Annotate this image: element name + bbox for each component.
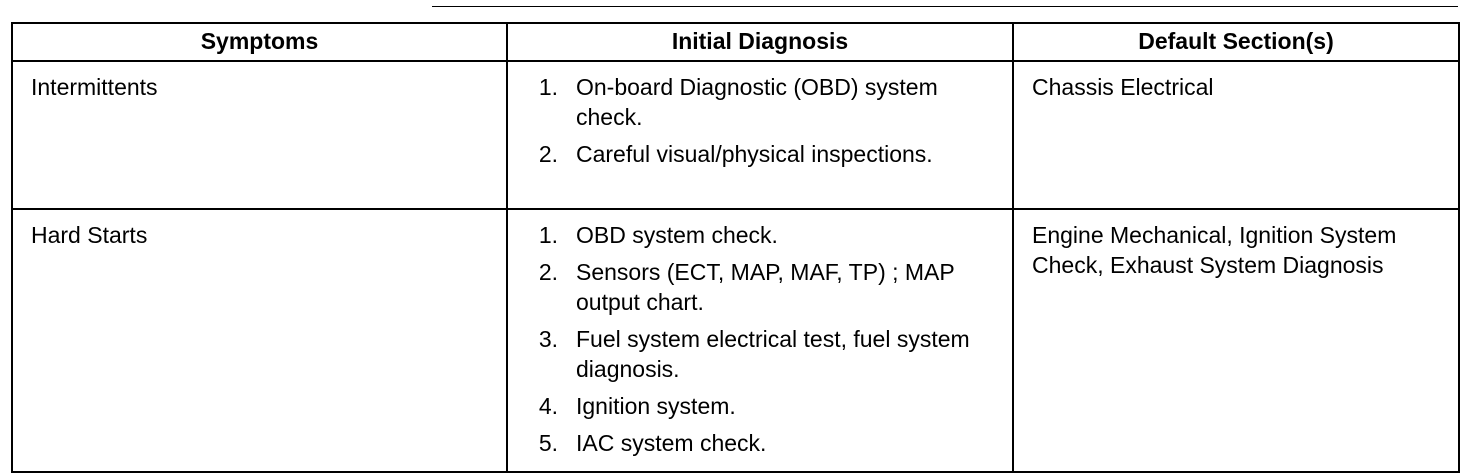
step-text: Careful visual/physical inspections. xyxy=(576,141,933,167)
diagnosis-step xyxy=(526,139,994,169)
step-text: Fuel system electrical test, fuel system diagnosis. xyxy=(576,326,970,382)
symptom-cell: Hard Starts xyxy=(12,209,507,472)
step-number: 5. xyxy=(538,430,558,456)
diagnosis-step xyxy=(526,428,994,458)
diagnosis-step xyxy=(526,391,994,421)
step-number: 4. xyxy=(538,393,558,419)
top-divider-line xyxy=(432,6,1458,7)
default-section-cell: Chassis Electrical xyxy=(1013,61,1459,209)
step-number: 1. xyxy=(538,74,558,100)
step-text: OBD system check. xyxy=(576,222,778,248)
diagnosis-steps-list xyxy=(526,220,994,458)
step-number: 1. xyxy=(538,222,558,248)
step-text: Sensors (ECT, MAP, MAF, TP) ; MAP output chart. xyxy=(576,259,955,315)
header-initial-diagnosis: Initial Diagnosis xyxy=(507,23,1013,61)
symptom-cell: Intermittents xyxy=(12,61,507,209)
diagnosis-step xyxy=(526,72,994,132)
step-number: 2. xyxy=(538,259,558,285)
table-header-row xyxy=(12,23,1459,61)
default-section-cell: Engine Mechanical, Ignition System Check, Exhaust System Diagnosis xyxy=(1013,209,1459,472)
table-row xyxy=(12,209,1459,472)
diagnosis-table xyxy=(11,22,1460,473)
step-number: 3. xyxy=(538,326,558,352)
step-number: 2. xyxy=(538,141,558,167)
diagnosis-step xyxy=(526,220,994,250)
header-default-sections: Default Section(s) xyxy=(1013,23,1459,61)
diagnosis-step xyxy=(526,257,994,317)
table-row xyxy=(12,61,1459,209)
diagnosis-cell xyxy=(507,61,1013,209)
step-text: IAC system check. xyxy=(576,430,767,456)
diagnosis-cell xyxy=(507,209,1013,472)
step-text: Ignition system. xyxy=(576,393,736,419)
step-text: On-board Diagnostic (OBD) system check. xyxy=(576,74,938,130)
header-symptoms: Symptoms xyxy=(12,23,507,61)
diagnosis-steps-list xyxy=(526,72,994,169)
diagnosis-step xyxy=(526,324,994,384)
